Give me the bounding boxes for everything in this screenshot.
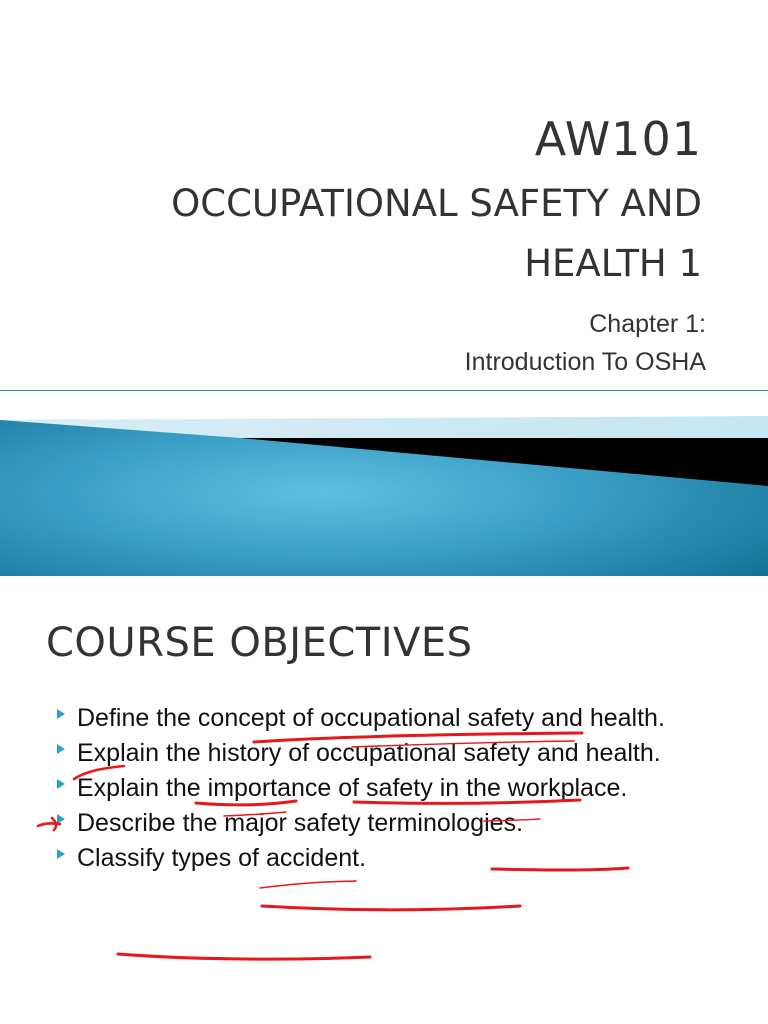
title-slide bbox=[0, 0, 768, 392]
header-band bbox=[0, 392, 768, 576]
objective-text: Explain the importance of safety in the workplace. bbox=[77, 774, 628, 802]
objective-item bbox=[56, 807, 746, 839]
objective-text: Describe the major safety terminologies. bbox=[77, 809, 524, 837]
underline-accident bbox=[118, 954, 370, 959]
objective-item bbox=[56, 772, 746, 804]
course-code-title: AW101 bbox=[534, 112, 702, 166]
bullet-arrow-icon bbox=[57, 779, 65, 789]
objective-item bbox=[56, 737, 746, 769]
objective-text: Classify types of accident. bbox=[77, 844, 367, 872]
slide-divider bbox=[0, 390, 768, 391]
underline-safety-terminologies bbox=[262, 906, 520, 910]
objective-item bbox=[56, 702, 746, 734]
objective-text: Explain the history of occupational safety and health. bbox=[77, 739, 661, 767]
course-title-line-2: HEALTH 1 bbox=[524, 242, 702, 285]
underline-major-thin bbox=[260, 881, 356, 888]
objective-text: Define the concept of occupational safety and health. bbox=[77, 704, 665, 732]
bullet-arrow-icon bbox=[57, 709, 65, 719]
objective-item bbox=[56, 842, 746, 874]
bullet-arrow-icon bbox=[57, 744, 65, 754]
bullet-arrow-icon bbox=[57, 849, 65, 859]
objectives-slide bbox=[0, 392, 768, 1024]
objectives-heading: COURSE OBJECTIVES bbox=[46, 620, 473, 666]
bullet-arrow-icon bbox=[57, 814, 65, 824]
chapter-label: Chapter 1: bbox=[589, 310, 706, 338]
course-title-line-1: OCCUPATIONAL SAFETY AND bbox=[171, 182, 702, 225]
band-top-white bbox=[0, 392, 768, 420]
objectives-list bbox=[56, 702, 746, 877]
chapter-topic: Introduction To OSHA bbox=[464, 348, 706, 376]
